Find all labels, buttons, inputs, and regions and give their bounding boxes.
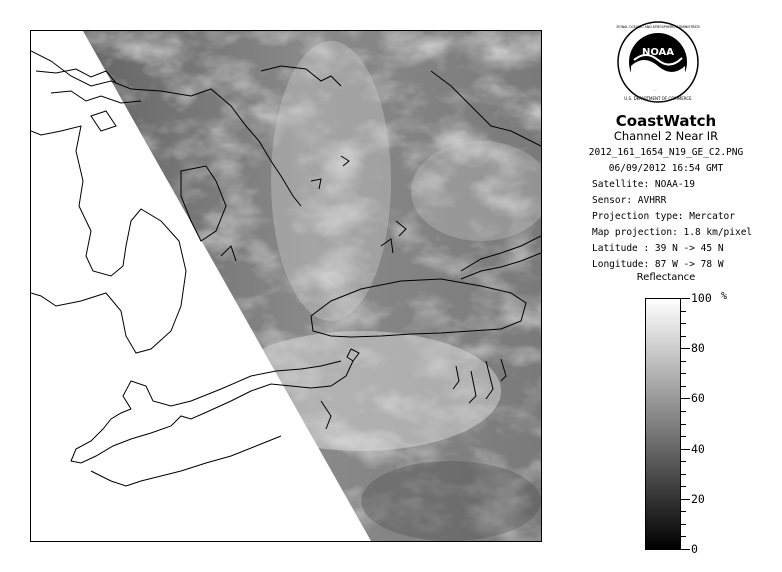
colorbar-minor-tick [681,386,686,387]
satellite-label: Satellite: NOAA-19 [592,179,695,190]
logo-center-text: NOAA [641,47,675,58]
colorbar-gradient [645,298,681,550]
colorbar-unit: % [721,291,728,302]
colorbar-minor-tick [681,474,686,475]
noaa-seal-icon [616,20,700,104]
colorbar-minor-tick [681,323,686,324]
logo-ring-text-top: NATIONAL OCEANIC AND ATMOSPHERIC ADMINISTRATION [616,25,700,29]
map-projection-label: Map projection: 1.8 km/pixel [592,227,753,238]
colorbar-minor-tick [681,298,690,299]
colorbar-minor-tick [681,524,686,525]
satellite-image [31,31,541,541]
colorbar-tick-label: 80 [691,341,705,355]
longitude-label: Longitude: 87 W -> 78 W [592,259,724,270]
colorbar-tick-label: 60 [691,391,705,405]
colorbar-tick-label: 20 [691,492,705,506]
colorbar-tick-label: 100 [691,291,712,305]
colorbar-minor-tick [681,373,686,374]
colorbar-minor-tick [681,486,686,487]
colorbar-minor-tick [681,511,686,512]
colorbar-tick-label: 0 [691,542,698,556]
latitude-label: Latitude : 39 N -> 45 N [592,243,724,254]
logo-ring-text-bottom: U.S. DEPARTMENT OF COMMERCE [624,96,692,101]
colorbar-minor-tick [681,411,686,412]
colorbar-minor-tick [681,348,690,349]
colorbar-minor-tick [681,336,686,337]
channel-label: Channel 2 Near IR [613,129,719,143]
datetime-label: 06/09/2012 16:54 GMT [608,163,724,174]
colorbar-tick-label: 40 [691,442,705,456]
filename-label: 2012_161_1654_N19_GE_C2.PNG [588,147,744,158]
sensor-label: Sensor: AVHRR [592,195,667,206]
colorbar-minor-tick [681,424,686,425]
projection-type-label: Projection type: Mercator [592,211,735,222]
colorbar-minor-tick [681,436,686,437]
colorbar-minor-tick [681,499,690,500]
colorbar-minor-tick [681,311,686,312]
brand-title: CoastWatch [615,112,717,130]
colorbar-minor-tick [681,449,690,450]
colorbar-minor-tick [681,461,686,462]
colorbar-minor-tick [681,536,686,537]
colorbar-minor-tick [681,549,690,550]
colorbar-title: Reflectance [636,272,696,283]
satellite-map-panel [30,30,542,542]
colorbar-minor-tick [681,361,686,362]
noaa-logo [616,20,700,104]
colorbar-minor-tick [681,398,690,399]
satellite-swath [31,31,541,541]
